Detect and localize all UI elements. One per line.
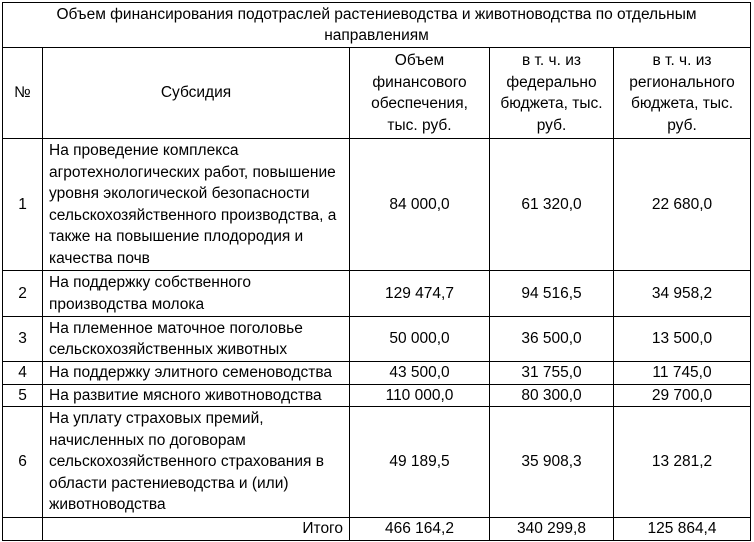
row-federal: 61 320,0 bbox=[490, 139, 614, 271]
row-regional: 11 745,0 bbox=[614, 362, 751, 385]
row-subsidy: На уплату страховых премий, начисленных по договорам сельскохозяйственного страхования в области растениеводства и (или) животноводства bbox=[43, 407, 350, 518]
row-total: 43 500,0 bbox=[350, 362, 490, 385]
row-number: 2 bbox=[3, 271, 43, 317]
row-number: 6 bbox=[3, 407, 43, 518]
table-row bbox=[3, 271, 751, 317]
row-regional: 13 500,0 bbox=[614, 317, 751, 362]
row-subsidy: На развитие мясного животноводства bbox=[43, 384, 350, 407]
header-row bbox=[3, 48, 751, 139]
header-regional-budget: в т. ч. из регионального бюджета, тыс. руб. bbox=[614, 48, 751, 139]
table-title: Объем финансирования подотраслей растениеводства и животноводства по отдельным направлениям bbox=[3, 3, 751, 48]
row-subsidy: На проведение комплекса агротехнологических работ, повышение уровня экологической безопасности сельскохозяйственного производства, а также на повышение плодородия и качества почв bbox=[43, 139, 350, 271]
row-total: 110 000,0 bbox=[350, 384, 490, 407]
row-federal: 31 755,0 bbox=[490, 362, 614, 385]
federal-total: 340 299,8 bbox=[490, 518, 614, 541]
header-federal-budget: в т. ч. из федерально бюджета, тыс. руб. bbox=[490, 48, 614, 139]
table-row bbox=[3, 362, 751, 385]
row-number: 4 bbox=[3, 362, 43, 385]
row-subsidy: На поддержку элитного семеноводства bbox=[43, 362, 350, 385]
row-regional: 22 680,0 bbox=[614, 139, 751, 271]
row-number: 1 bbox=[3, 139, 43, 271]
table-row bbox=[3, 139, 751, 271]
row-federal: 80 300,0 bbox=[490, 384, 614, 407]
row-subsidy: На поддержку собственного производства молока bbox=[43, 271, 350, 317]
row-total: 84 000,0 bbox=[350, 139, 490, 271]
row-regional: 29 700,0 bbox=[614, 384, 751, 407]
row-regional: 34 958,2 bbox=[614, 271, 751, 317]
row-subsidy: На племенное маточное поголовье сельскохозяйственных животных bbox=[43, 317, 350, 362]
table-row bbox=[3, 317, 751, 362]
row-federal: 94 516,5 bbox=[490, 271, 614, 317]
row-number: 5 bbox=[3, 384, 43, 407]
header-total-funding: Объем финансового обеспечения, тыс. руб. bbox=[350, 48, 490, 139]
row-total: 129 474,7 bbox=[350, 271, 490, 317]
table-row bbox=[3, 407, 751, 518]
total-row bbox=[3, 518, 751, 541]
grand-total: 466 164,2 bbox=[350, 518, 490, 541]
table-row bbox=[3, 384, 751, 407]
financing-table bbox=[2, 2, 751, 541]
row-regional: 13 281,2 bbox=[614, 407, 751, 518]
row-total: 50 000,0 bbox=[350, 317, 490, 362]
total-row-number-empty bbox=[3, 518, 43, 541]
regional-total: 125 864,4 bbox=[614, 518, 751, 541]
total-label: Итого bbox=[43, 518, 350, 541]
row-total: 49 189,5 bbox=[350, 407, 490, 518]
title-row bbox=[3, 3, 751, 48]
row-federal: 36 500,0 bbox=[490, 317, 614, 362]
row-number: 3 bbox=[3, 317, 43, 362]
header-subsidy: Субсидия bbox=[43, 48, 350, 139]
row-federal: 35 908,3 bbox=[490, 407, 614, 518]
header-number: № bbox=[3, 48, 43, 139]
